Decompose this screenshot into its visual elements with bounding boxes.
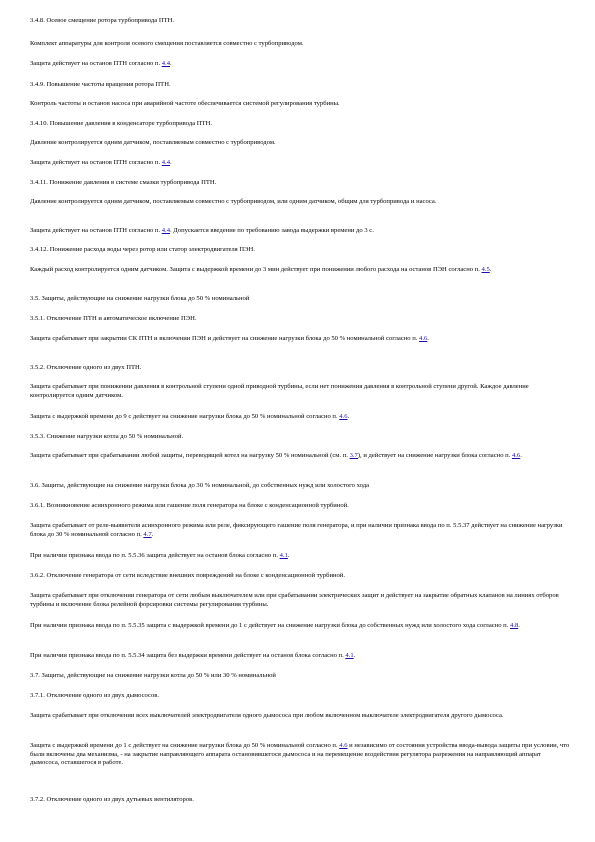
text-run: При наличии признака ввода по п. 5.5.35 защита с выдержкой времени до 1 с действует на снижение нагрузки блока до собственных нужд или холостого хода согласно п. bbox=[30, 622, 511, 629]
text-run: При наличии признака ввода по п. 5.5.36 защита действует на останов блока согласно п. bbox=[30, 552, 280, 559]
reference-link[interactable]: 4.1 bbox=[279, 552, 288, 559]
reference-link[interactable]: 4.6 bbox=[511, 452, 521, 459]
text-run: 3.4.8. Осевое смещение ротора турбопривода ПТН. bbox=[30, 17, 175, 24]
paragraph bbox=[30, 335, 570, 344]
text-run: Защита срабатывает от реле-выявителя асинхронного режима или реле, фиксирующего гашение поля генератора, и при наличии признака ввода по п. 5.5.37 действует на снижение нагрузки блока до 30 % номинальной согласно п. bbox=[30, 522, 563, 538]
reference-link[interactable]: 4.4 bbox=[161, 60, 170, 67]
text-run: 3.5.3. Снижение нагрузки котла до 50 % номинальной. bbox=[30, 433, 184, 440]
reference-link[interactable]: 4.7 bbox=[143, 530, 152, 538]
text-run: 3.6. Защиты, действующие на снижение нагрузки блока до 30 % номинальной, до собственных нужд или холостого хода bbox=[30, 482, 370, 489]
text-run: Защита срабатывает при срабатывании любой защиты, переводящей котел на нагрузку 50 % номинальной (см. п. bbox=[30, 452, 350, 459]
text-run: Защита с выдержкой времени до 9 с действует на снижение нагрузки блока до 50 % номинальной согласно п. bbox=[30, 413, 340, 420]
paragraph bbox=[30, 40, 570, 49]
paragraph bbox=[30, 592, 570, 609]
text-run: Защита срабатывает при закрытии СК ПТН и включении ПЭН и действует на снижение нагрузки блока до 50 % номинальной согласно п. bbox=[30, 335, 420, 342]
paragraph bbox=[30, 60, 570, 69]
reference-link[interactable]: 4.4 bbox=[161, 159, 170, 166]
text-run: . bbox=[520, 452, 522, 459]
section-heading-3-5-3 bbox=[30, 433, 570, 442]
text-run: 3.4.10. Повышение давления в конденсаторе турбопривода ПТН. bbox=[30, 120, 212, 127]
text-run: 3.4.12. Понижение расхода воды через ротор или статор электродвигателя ПЭН. bbox=[30, 246, 255, 253]
reference-link[interactable]: 4.6 bbox=[339, 742, 348, 749]
text-run: Контроль частоты и останов насоса при аварийной частоте обеспечивается системой регулирования турбины. bbox=[30, 100, 340, 107]
text-run: ), и действует на снижение нагрузки блока согласно п. bbox=[357, 452, 512, 459]
paragraph bbox=[30, 159, 570, 168]
text-run: . bbox=[287, 552, 290, 559]
paragraph bbox=[30, 413, 570, 422]
text-run: . bbox=[170, 159, 172, 166]
text-run: 3.5. Защиты, действующие на снижение нагрузки блока до 50 % номинальной bbox=[30, 295, 250, 302]
text-run: . bbox=[353, 652, 356, 659]
section-heading-3-4-10 bbox=[30, 120, 570, 129]
reference-link[interactable]: 4.5 bbox=[481, 266, 490, 273]
text-run: Защита действует на останов ПТН согласно п. bbox=[30, 159, 162, 166]
paragraph bbox=[30, 383, 570, 400]
reference-link[interactable]: 4.4 bbox=[161, 227, 170, 234]
section-heading-3-7-1 bbox=[30, 692, 570, 701]
text-run: . bbox=[518, 622, 520, 629]
text-run: Защита срабатывает при отключении генератора от сети любым выключателем или при срабатывании электрических защит и действует на закрытие обратных клапанов на линиях отборов турбины и включение блока релейной форсировки системы регулирования турбины. bbox=[30, 592, 559, 608]
section-heading-3-6 bbox=[30, 482, 570, 491]
paragraph bbox=[30, 198, 570, 207]
text-run: Давление контролируется одним датчиком, поставляемым совместно с турбоприводом, или одним датчиком, общим для турбопривода и насоса. bbox=[30, 198, 437, 205]
text-run: Каждый расход контролируется одним датчиком. Защита с выдержкой времени до 3 мин действует при понижении любого расхода на останов ПЭН согласно п. bbox=[30, 266, 482, 273]
paragraph bbox=[30, 552, 570, 561]
section-heading-3-5 bbox=[30, 295, 570, 304]
text-run: . bbox=[427, 335, 429, 342]
text-run: Давление контролируется одним датчиком, поставляемым совместно с турбоприводом. bbox=[30, 139, 276, 146]
section-heading-3-4-12 bbox=[30, 246, 570, 255]
text-run: 3.7. Защиты, действующие на снижение нагрузки котла до 50 % или 30 % номинальной bbox=[30, 672, 276, 679]
text-run: 3.4.11. Понижение давления в системе смазки турбопривода ПТН. bbox=[30, 179, 217, 186]
text-run: 3.7.1. Отключение одного из двух дымососов. bbox=[30, 692, 160, 699]
paragraph bbox=[30, 652, 570, 661]
text-run: 3.6.1. Возникновение асинхронного режима или гашение поля генератора на блоке с конденсационной турбиной. bbox=[30, 502, 349, 509]
section-heading-3-6-1 bbox=[30, 502, 570, 511]
paragraph bbox=[30, 522, 570, 539]
paragraph bbox=[30, 742, 570, 768]
text-run: 3.5.1. Отключение ПТН и автоматическое включение ПЭН. bbox=[30, 315, 197, 322]
text-run: Защита действует на останов ПТН согласно п. bbox=[30, 227, 162, 234]
text-run: При наличии признака ввода по п. 5.5.34 защита без выдержки времени действует на останов блока согласно п. bbox=[30, 652, 346, 659]
paragraph bbox=[30, 227, 570, 236]
paragraph bbox=[30, 139, 570, 148]
section-heading-3-4-8 bbox=[30, 17, 570, 26]
paragraph bbox=[30, 100, 570, 109]
section-heading-3-7 bbox=[30, 672, 570, 681]
section-heading-3-7-2 bbox=[30, 796, 570, 805]
text-run: и независимо от состояния устройства ввода-вывода защиты при условии, что были включены два механизма, - на закрытие направляющего аппарата остановившегося дымососа и на перемещение воздействия регулятора разрежения на направляющий аппарат дымососа, оставшегося в работе. bbox=[30, 742, 570, 767]
text-run: Защита срабатывает при отключении всех выключателей электродвигателя одного дымососа при любом включенном выключателе электродвигателя другого дымососа. bbox=[30, 712, 504, 719]
paragraph bbox=[30, 622, 570, 631]
text-run: Защита действует на останов ПТН согласно п. bbox=[30, 60, 162, 67]
section-heading-3-4-11 bbox=[30, 179, 570, 188]
text-run: . bbox=[170, 60, 172, 67]
paragraph bbox=[30, 452, 570, 461]
text-run: 3.6.2. Отключение генератора от сети вследствие внешних повреждений на блоке с конденсационной турбиной. bbox=[30, 572, 345, 579]
text-run: 3.7.2. Отключение одного из двух дутьевых вентиляторов. bbox=[30, 796, 194, 803]
reference-link[interactable]: 4.6 bbox=[419, 335, 428, 342]
text-run: . Допускается введение по требованию завода выдержки времени до 3 с. bbox=[170, 227, 374, 234]
text-run: 3.4.9. Повышение частоты вращения ротора ПТН. bbox=[30, 81, 171, 88]
reference-link[interactable]: 3.7 bbox=[349, 452, 358, 459]
text-run: Защита с выдержкой времени до 1 с действует на снижение нагрузки блока до 50 % номинальной согласно п. bbox=[30, 742, 340, 749]
text-run: 3.5.2. Отключение одного из двух ПТН. bbox=[30, 364, 142, 371]
text-run: Комплект аппаратуры для контроля осевого смещения поставляется совместно с турбоприводом. bbox=[30, 40, 304, 47]
text-run: . bbox=[151, 530, 154, 538]
paragraph bbox=[30, 712, 570, 721]
reference-link[interactable]: 4.1 bbox=[345, 652, 354, 659]
section-heading-3-5-1 bbox=[30, 315, 570, 324]
text-run: . bbox=[489, 266, 492, 273]
reference-link[interactable]: 4.6 bbox=[339, 413, 348, 420]
section-heading-3-6-2 bbox=[30, 572, 570, 581]
paragraph bbox=[30, 266, 570, 275]
section-heading-3-5-2 bbox=[30, 364, 570, 373]
text-run: . bbox=[347, 413, 350, 420]
reference-link[interactable]: 4.8 bbox=[510, 622, 519, 629]
text-run: Защита срабатывает при понижении давления в контрольной ступени одной приводной турбины, если нет понижения давления в контрольной ступени другой. Каждое давление контролируется одним датчиком. bbox=[30, 383, 529, 399]
section-heading-3-4-9 bbox=[30, 81, 570, 90]
